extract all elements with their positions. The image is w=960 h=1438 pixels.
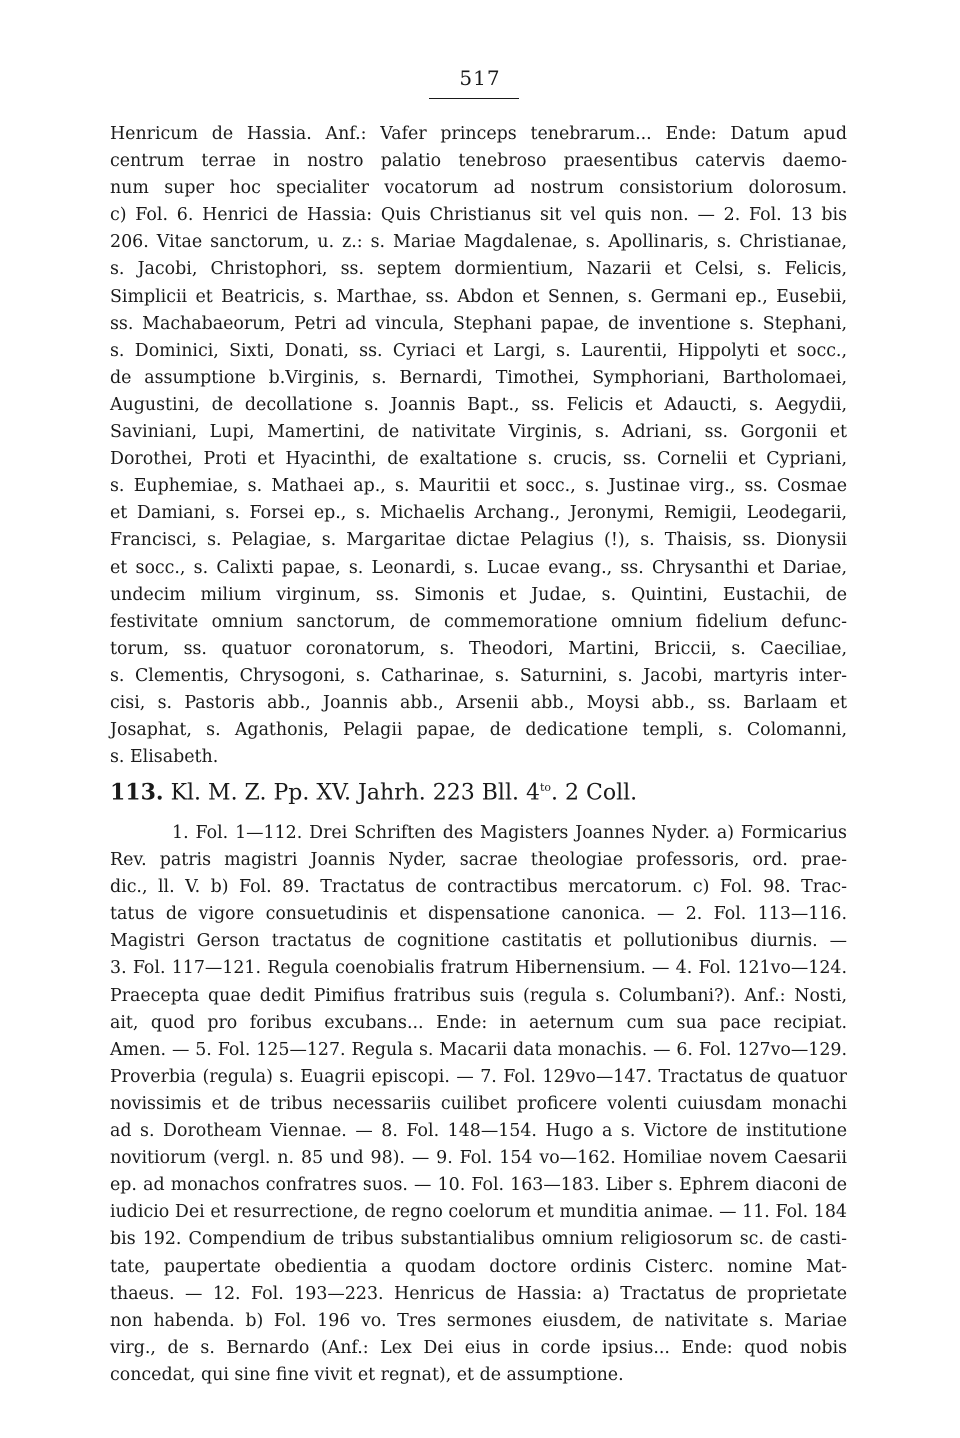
text-line: non habenda. b) Fol. 196 vo. Tres sermones eiusdem, de nativitate s. Mariae xyxy=(110,1310,847,1331)
text-line: num super hoc specialiter vocatorum ad nostrum consistorium dolorosum. xyxy=(110,178,847,199)
text-line: et Damiani, s. Forsei ep., s. Michaelis Archang., Jeronymi, Remigii, Leodegarii, xyxy=(110,503,847,524)
catalog-entry-continuation xyxy=(110,121,847,771)
text-line: ait, quod pro foribus excubans... Ende: in aeternum cum sua pace recipiat. xyxy=(110,1012,847,1033)
text-line: Henricum de Hassia. Anf.: Vafer princeps tenebrarum... Ende: Datum apud xyxy=(110,124,847,144)
text-line: Rev. patris magistri Joannis Nyder, sacrae theologiae professoris, ord. prae- xyxy=(110,850,847,871)
text-line: iudicio Dei et resurrectione, de regno coelorum et munditia animae. — 11. Fol. 184 xyxy=(110,1202,847,1223)
text-line: s. Euphemiae, s. Mathaei ap., s. Mauritii et socc., s. Justinae virg., ss. Cosmae xyxy=(110,476,847,497)
text-line: undecim milium virginum, ss. Simonis et Judae, s. Quintini, Eustachii, de xyxy=(110,584,847,605)
text-line: Josaphat, s. Agathonis, Pelagii papae, de dedicatione templi, s. Colomanni, xyxy=(110,720,847,741)
text-line: novitiorum (vergl. n. 85 und 98). — 9. Fol. 154 vo—162. Homiliae novem Caesarii xyxy=(110,1148,847,1169)
text-line: Magistri Gerson tractatus de cognitione castitatis et pollutionibus diurnis. — xyxy=(110,931,847,952)
text-line: s. Elisabeth. xyxy=(110,747,219,768)
text-line: Francisci, s. Pelagiae, s. Margaritae dictae Pelagius (!), s. Thaisis, ss. Dionysii xyxy=(110,530,847,551)
text-line: s. Jacobi, Christophori, ss. septem dormientium, Nazarii et Celsi, s. Felicis, xyxy=(110,259,847,280)
text-line: Augustini, de decollatione s. Joannis Bapt., ss. Felicis et Adaucti, s. Aegydii, xyxy=(110,394,847,415)
text-line: virg., de s. Bernardo (Anf.: Lex Dei eius in corde ipsius... Ende: quod nobis xyxy=(110,1337,847,1358)
text-line: ad s. Dorotheam Viennae. — 8. Fol. 148—154. Hugo a s. Victore de institutione xyxy=(110,1121,847,1142)
text-line: cisi, s. Pastoris abb., Joannis abb., Arsenii abb., Moysi abb., ss. Barlaam et xyxy=(110,692,847,713)
entry-columns: . 2 Coll. xyxy=(551,780,638,806)
text-line: Amen. — 5. Fol. 125—127. Regula s. Macarii data monachis. — 6. Fol. 127vo—129. xyxy=(110,1039,847,1060)
text-line: novissimis et de tribus necessariis cuilibet proficere volenti cuiusdam monachi xyxy=(110,1093,847,1114)
text-line: et socc., s. Calixti papae, s. Leonardi, s. Lucae evang., ss. Chrysanthi et Dariae, xyxy=(110,557,847,578)
text-line: torum, ss. quatuor coronatorum, s. Theodori, Martini, Briccii, s. Caeciliae, xyxy=(110,638,847,659)
text-line: 3. Fol. 117—121. Regula coenobialis fratrum Hibernensium. — 4. Fol. 121vo—124. xyxy=(110,958,847,979)
entry-heading-113 xyxy=(110,772,847,809)
format-superscript: to xyxy=(540,781,552,794)
text-line: tatus de vigore consuetudinis et dispensatione canonica. — 2. Fol. 113—116. xyxy=(110,904,847,925)
text-line: Praecepta quae dedit Pimifius fratribus suis (regula s. Columbani?). Anf.: Nosti, xyxy=(110,985,847,1006)
text-line: bis 192. Compendium de tribus substantialibus omnium religiosorum sc. de casti- xyxy=(110,1229,847,1250)
text-line: Saviniani, Lupi, Mamertini, de nativitate Virginis, s. Adriani, ss. Gorgonii et xyxy=(110,422,847,443)
text-line: de assumptione b.Virginis, s. Bernardi, Timothei, Symphoriani, Bartholomaei, xyxy=(110,367,847,388)
text-line: Dorothei, Proti et Hyacinthi, de exaltatione s. crucis, ss. Cornelii et Cypriani, xyxy=(110,449,847,470)
text-line: ss. Machabaeorum, Petri ad vincula, Stephani papae, de inventione s. Stephani, xyxy=(110,313,847,334)
text-line: c) Fol. 6. Henrici de Hassia: Quis Christianus sit vel quis non. — 2. Fol. 13 bis xyxy=(110,205,847,226)
text-line: 1. Fol. 1—112. Drei Schriften des Magisters Joannes Nyder. a) Formicarius xyxy=(172,823,847,843)
text-line: Proverbia (regula) s. Euagrii episcopi. — 7. Fol. 129vo—147. Tractatus de quatuor xyxy=(110,1066,847,1087)
text-line: s. Dominici, Sixti, Donati, ss. Cyriaci et Largi, s. Laurentii, Hippolyti et socc., xyxy=(110,340,847,361)
text-line: s. Clementis, Chrysogoni, s. Catharinae, s. Saturnini, s. Jacobi, martyris inter- xyxy=(110,665,847,686)
page-number: 517 xyxy=(459,66,501,90)
text-line: 206. Vitae sanctorum, u. z.: s. Mariae Magdalenae, s. Apollinaris, s. Christianae, xyxy=(110,232,847,253)
text-line: thaeus. — 12. Fol. 193—223. Henricus de Hassia: a) Tractatus de proprietate xyxy=(110,1283,847,1304)
text-line: tate, paupertate obedientia a quodam doctore ordinis Cisterc. nomine Mat- xyxy=(110,1256,847,1277)
catalog-entry-113-contents xyxy=(110,820,847,1389)
text-line: Simplicii et Beatricis, s. Marthae, ss. Abdon et Sennen, s. Germani ep., Eusebii, xyxy=(110,286,847,307)
text-line: concedat, qui sine fine vivit et regnat), et de assumptione. xyxy=(110,1364,624,1385)
text-line: ep. ad monachos confratres suos. — 10. Fol. 163—183. Liber s. Ephrem diaconi de xyxy=(110,1175,847,1196)
text-line: dic., ll. V. b) Fol. 89. Tractatus de contractibus mercatorum. c) Fol. 98. Trac- xyxy=(110,877,847,898)
text-line: festivitate omnium sanctorum, de commemoratione omnium fidelium defunc- xyxy=(110,611,847,632)
text-line: centrum terrae in nostro palatio tenebroso praesentibus catervis daemo- xyxy=(110,151,847,172)
entry-number: 113. xyxy=(110,779,164,806)
page-number-rule xyxy=(429,98,519,99)
entry-description: Kl. M. Z. Pp. XV. Jahrh. 223 Bll. 4 xyxy=(163,780,540,806)
